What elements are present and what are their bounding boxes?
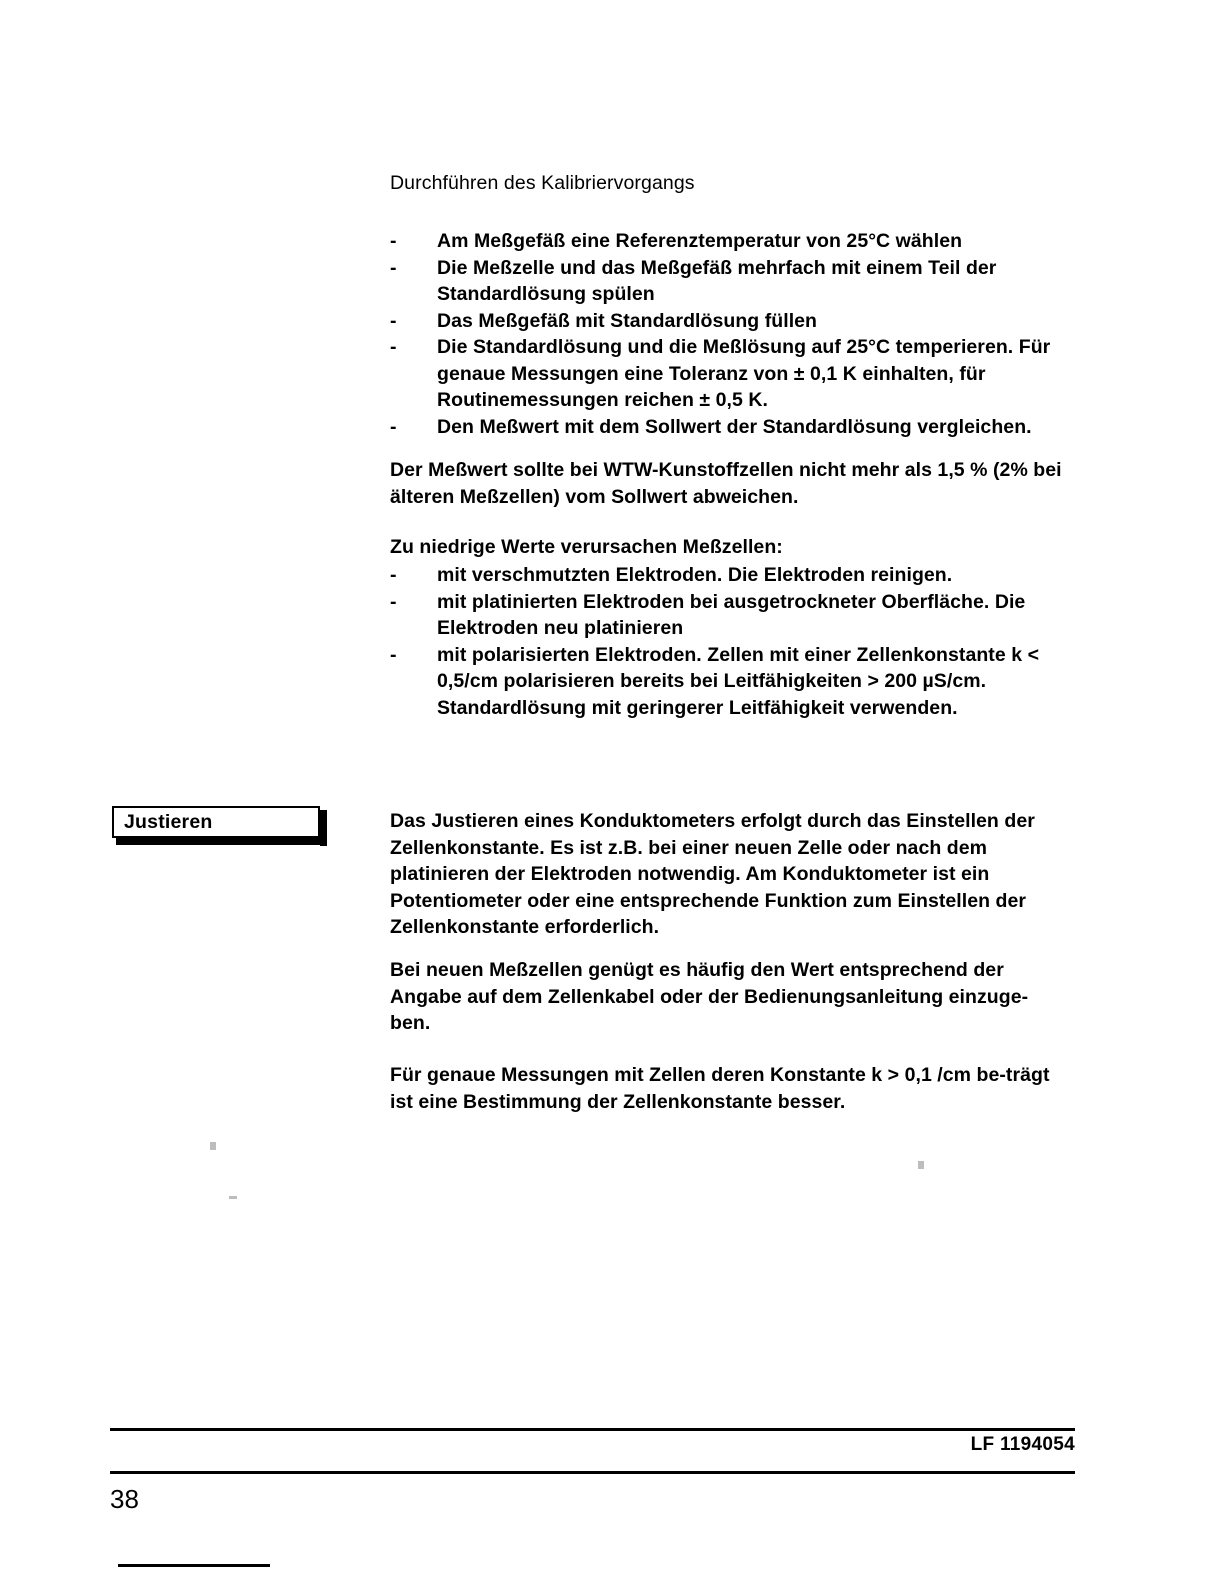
- bullet-dash-icon: -: [390, 256, 397, 279]
- procedure-bullet-list: [390, 228, 1090, 440]
- page-number: 38: [110, 1484, 139, 1514]
- side-label-box: [112, 806, 320, 838]
- scan-speck: [229, 1196, 237, 1199]
- bullet-dash-icon: -: [390, 643, 397, 666]
- list-item-text: Am Meßgefäß eine Referenztemperatur von 25°C wählen: [437, 230, 963, 252]
- side-label-shadow-bottom: [116, 838, 327, 845]
- list-item: [390, 414, 1090, 441]
- justieren-paragraph-3: Für genaue Messungen mit Zellen deren Konstante k > 0,1 /cm be-trägt ist eine Bestimmung der Zellenkonstante besser.: [390, 1064, 1050, 1113]
- tolerance-paragraph: Der Meßwert sollte bei WTW-Kunstoffzellen nicht mehr als 1,5 % (2% bei älteren Meßzellen) vom Sollwert abweichen.: [390, 459, 1062, 508]
- list-item-text: Das Meßgefäß mit Standardlösung füllen: [437, 309, 818, 332]
- bullet-dash-icon: -: [390, 564, 397, 586]
- list-item-text: Die Meßzelle und das Meßgefäß mehrfach mit einem Teil der Standardlösung spülen: [437, 256, 997, 305]
- scan-speck: [210, 1142, 216, 1150]
- bullet-dash-icon: -: [390, 230, 397, 252]
- footer-document-code: LF 1194054: [970, 1434, 1075, 1455]
- bullet-dash-icon: -: [390, 590, 397, 613]
- list-item: [390, 255, 1090, 308]
- low-values-intro: Zu niedrige Werte verursachen Meßzellen:: [390, 536, 783, 558]
- low-values-bullet-list: [390, 562, 1090, 721]
- list-item: [390, 589, 1090, 642]
- footer-rule-top: [110, 1428, 1075, 1431]
- bullet-dash-icon: -: [390, 336, 397, 358]
- list-item: [390, 228, 1090, 255]
- list-item-text: mit polarisierten Elektroden. Zellen mit einer Zellenkonstante k < 0,5/cm polarisieren bereits bei Leitfähigkeiten > 200 µS/cm. Standardlösung mit geringerer Leitfähigkeit verwenden.: [437, 643, 1040, 719]
- bottom-edge-mark: [118, 1564, 270, 1567]
- list-item: [390, 308, 1090, 335]
- footer-rule-bottom: [110, 1471, 1075, 1474]
- page-section-heading: Durchführen des Kalibriervorgangs: [390, 172, 695, 194]
- side-label-text: Justieren: [124, 811, 213, 833]
- justieren-paragraph-1: Das Justieren eines Konduktometers erfolgt durch das Einstellen der Zellenkonstante. Es ist z.B. bei einer neuen Zelle oder nach dem platinieren der Elektroden notwendig. Am Konduktometer ist ein Potentiometer oder eine entsprechende Funktion zum Einstellen der Zellenkonstante erforderlich.: [390, 810, 1035, 938]
- list-item: [390, 334, 1090, 414]
- list-item-text: mit verschmutzten Elektroden. Die Elektroden reinigen.: [437, 564, 953, 586]
- bullet-dash-icon: -: [390, 309, 397, 332]
- justieren-paragraph-2: Bei neuen Meßzellen genügt es häufig den Wert entsprechend der Angabe auf dem Zellenkabel oder der Bedienungsanleitung einzuge-ben.: [390, 959, 1029, 1034]
- list-item-text: Den Meßwert mit dem Sollwert der Standardlösung vergleichen.: [437, 415, 1032, 438]
- list-item-text: mit platinierten Elektroden bei ausgetrockneter Oberfläche. Die Elektroden neu platinieren: [437, 590, 1026, 639]
- list-item-text: Die Standardlösung und die Meßlösung auf 25°C temperieren. Für genaue Messungen eine Toleranz von ± 0,1 K einhalten, für Routinemessungen reichen ± 0,5 K.: [437, 336, 1051, 411]
- scan-speck: [918, 1161, 924, 1169]
- list-item: [390, 562, 1090, 589]
- bullet-dash-icon: -: [390, 415, 397, 438]
- list-item: [390, 642, 1090, 722]
